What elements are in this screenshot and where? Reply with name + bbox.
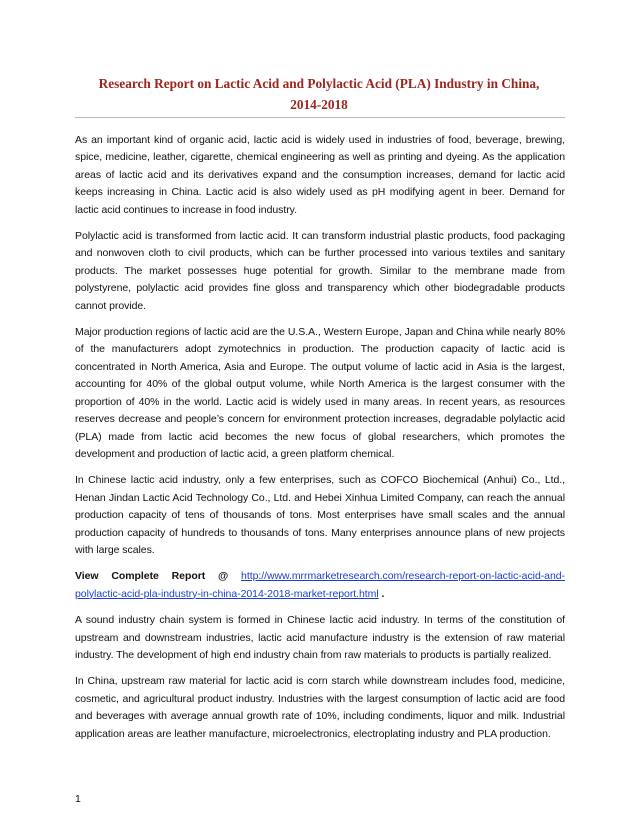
link-tail: . (381, 587, 385, 600)
paragraph-production-regions: Major production regions of lactic acid are the U.S.A., Western Europe, Japan and China while nearly 80% of the manufacturers adopt zymotechnics in production. The production capacity of lactic acid is concentrated in North America, Asia and Europe. The output volume of lactic acid in Asia is the largest, accounting for 40% of the global output volume, while North America is the largest consumer with the proportion of 40% in the world. Lactic acid is widely used in many areas. In recent years, as resources reserves decrease and people’s concern for environment protection increases, degradable polylactic acid (PLA) made from lactic acid becomes the new focus of global researchers, which promotes the development and production of lactic acid, a green platform chemical. (75, 326, 565, 460)
title-line-2: 2014-2018 (290, 97, 348, 112)
report-title (60, 73, 578, 115)
view-report-label: View Complete Report @ (75, 570, 229, 583)
paragraph-chinese-industry: In Chinese lactic acid industry, only a few enterprises, such as COFCO Biochemical (Anhui) Co., Ltd., Henan Jindan Lactic Acid Technology Co., Ltd. and Hebei Xinhua Limited Company, can reach the annual production capacity of tens of thousands of tons. Most enterprises have small scales and the annual production capacity of hundreds to thousands of tons. Many enterprises announce plans of new projects with large scales. (75, 474, 565, 556)
paragraph-polylactic: Polylactic acid is transformed from lactic acid. It can transform industrial plastic products, food packaging and nonwoven cloth to civil products, which can be further processed into various textiles and sanitary products. The market possesses huge potential for growth. Similar to the membrane made from polystyrene, polylactic acid provides fine gloss and transparency which other biodegradable products cannot provide. (75, 230, 565, 312)
report-link[interactable]: http://www.mrrmarketresearch.com/research-report-on-lactic-acid-and-polylactic-acid-pla-industry-in-china-2014-2018-market-report.html (75, 570, 565, 600)
document-body (75, 132, 565, 752)
view-report-paragraph (75, 568, 565, 603)
page-number: 1 (75, 793, 81, 805)
title-divider (75, 117, 565, 118)
title-line-1: Research Report on Lactic Acid and Polylactic Acid (PLA) Industry in China, (98, 76, 540, 91)
paragraph-upstream-downstream: In China, upstream raw material for lactic acid is corn starch while downstream includes food, medicine, cosmetic, and agricultural product industry. Industries with the largest consumption of lactic acid are food and beverages with average annual growth rate of 10%, including condiments, liquor and milk. Industrial application areas are leather manufacture, microelectronics, electroplating industry and PLA production. (75, 675, 565, 740)
paragraph-industry-chain: A sound industry chain system is formed in Chinese lactic acid industry. In terms of the constitution of upstream and downstream industries, lactic acid manufacture industry is the extension of raw material industry. The development of high end industry chain from raw materials to products is partially realized. (75, 614, 565, 661)
paragraph-intro: As an important kind of organic acid, lactic acid is widely used in industries of food, beverage, brewing, spice, medicine, leather, cigarette, chemical engineering as well as printing and dyeing. As the application areas of lactic acid and its derivatives expand and the consumption increases, demand for lactic acid keeps increasing in China. Lactic acid is also widely used as pH modifying agent in beer. Demand for lactic acid continues to increase in food industry. (75, 134, 565, 216)
